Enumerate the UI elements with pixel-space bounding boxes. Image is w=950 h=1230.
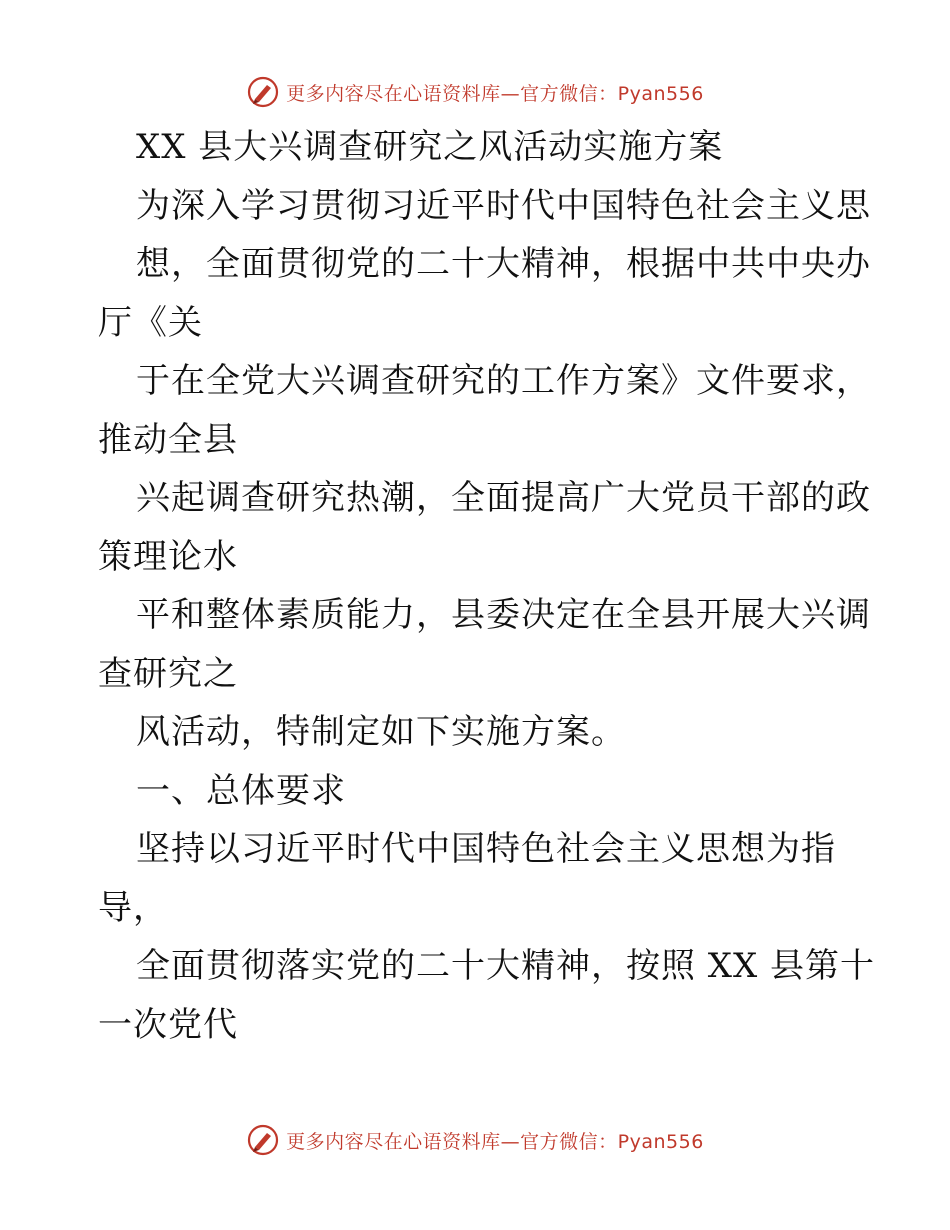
text-line: 风活动，特制定如下实施方案。 [136, 712, 626, 752]
text-line: XX 县大兴调查研究之风活动实施方案 [136, 127, 724, 167]
text-line: 一、总体要求 [136, 770, 346, 811]
text-line: 一次党代 [98, 1004, 238, 1045]
watermark-text: 更多内容尽在心语资料库—官方微信：Pyan556 [286, 82, 704, 105]
text-line: 厅《关 [98, 302, 203, 343]
text-line: 兴起调查研究热潮，全面提高广大党员干部的政 [136, 478, 871, 518]
text-line: 为深入学习贯彻习近平时代中国特色社会主义思 [136, 185, 871, 226]
watermark-text: 更多内容尽在心语资料库—官方微信：Pyan556 [286, 1130, 704, 1153]
text-line: 平和整体素质能力，县委决定在全县开展大兴调 [136, 595, 871, 635]
footer-watermark [0, 1120, 950, 1160]
text-line: 全面贯彻落实党的二十大精神，按照 XX 县第十 [136, 946, 876, 986]
text-line: 策理论水 [98, 536, 238, 577]
text-line: 查研究之 [98, 653, 238, 694]
text-line: 想，全面贯彻党的二十大精神，根据中共中央办 [136, 244, 871, 284]
text-line: 推动全县 [98, 419, 238, 460]
text-line: 坚持以习近平时代中国特色社会主义思想为指 [136, 829, 836, 869]
header-watermark [0, 72, 950, 112]
text-line: 导， [98, 887, 168, 928]
pen-logo-icon [246, 75, 280, 109]
pen-logo-icon [246, 1123, 280, 1157]
text-line: 于在全党大兴调查研究的工作方案》文件要求， [136, 361, 871, 401]
document-body [98, 118, 876, 1054]
